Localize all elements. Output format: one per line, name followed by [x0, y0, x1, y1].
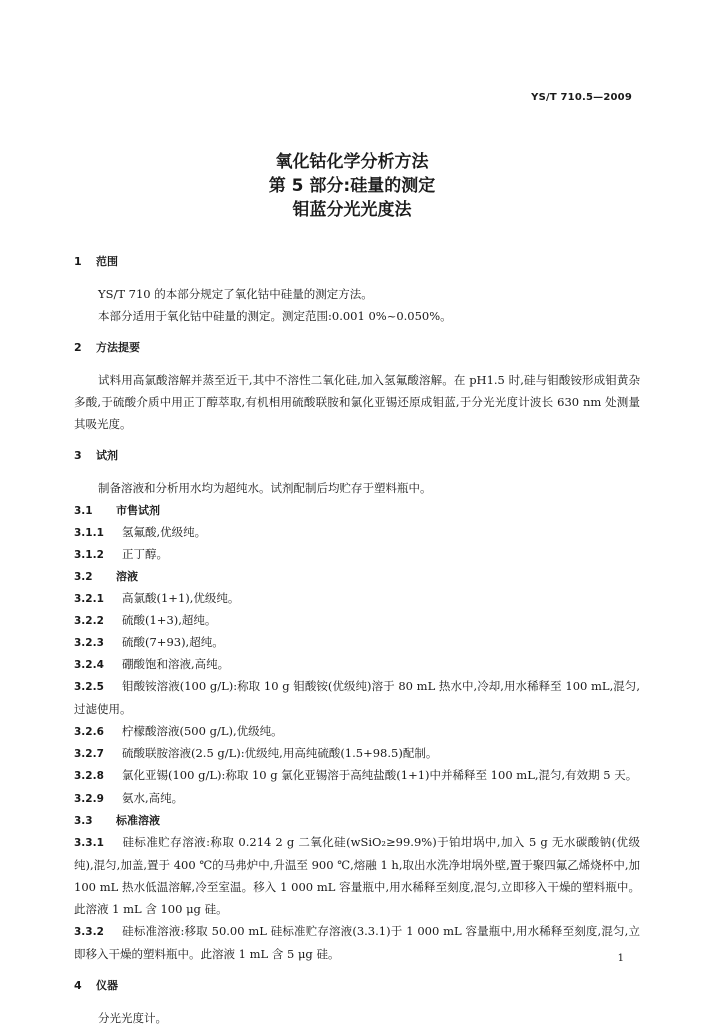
section-number: 2	[74, 341, 82, 354]
clause-number: 3.2.2	[74, 615, 104, 627]
clause-text: 标准溶液	[116, 814, 160, 827]
section-title: 方法提要	[96, 341, 140, 354]
section-4-para-1: 分光光度计。	[98, 1011, 167, 1025]
clause-3-2-8	[74, 764, 640, 787]
section-3-heading	[74, 445, 640, 467]
clause-text: 氯化亚锡(100 g/L):称取 10 g 氯化亚锡溶于高纯盐酸(1+1)中并稀释至 100 mL,混匀,有效期 5 天。	[122, 768, 638, 782]
section-3-para-1: 制备溶液和分析用水均为超纯水。试剂配制后均贮存于塑料瓶中。	[98, 481, 432, 495]
title-line-2: 第 5 部分:硅量的测定	[268, 176, 436, 196]
clause-3-2	[74, 565, 640, 587]
section-2-para-1: 试料用高氯酸溶解并蒸至近干,其中不溶性二氧化硅,加入氢氟酸溶解。在 pH1.5 时,硅与钼酸铵形成钼黄杂多酸,于硫酸介质中用正丁醇萃取,有机相用硫酸联胺和氯化亚锡还原成钼蓝,于分光光度计波长 630 nm 处测量其吸光度。	[74, 373, 640, 431]
clause-text: 高氯酸(1+1),优级纯。	[122, 591, 240, 605]
clause-3-1-2	[74, 543, 640, 565]
section-1-para-2: 本部分适用于氧化钴中硅量的测定。测定范围:0.001 0%~0.050%。	[98, 309, 452, 323]
clause-text: 钼酸铵溶液(100 g/L):称取 10 g 钼酸铵(优级纯)溶于 80 mL 热水中,冷却,用水稀释至 100 mL,混匀,过滤使用。	[74, 679, 640, 716]
clause-3-1	[74, 499, 640, 521]
clause-number: 3.2.6	[74, 726, 104, 738]
section-title: 范围	[96, 255, 118, 268]
clause-text: 硫酸联胺溶液(2.5 g/L):优级纯,用高纯硫酸(1.5+98.5)配制。	[122, 746, 438, 760]
clause-3-2-4	[74, 653, 640, 675]
clause-3-2-6	[74, 720, 640, 742]
clause-3-2-3	[74, 631, 640, 653]
clause-text: 正丁醇。	[122, 547, 168, 561]
clause-3-3-1	[74, 831, 640, 920]
clause-text: 溶液	[116, 570, 138, 583]
clause-number: 3.1	[74, 505, 93, 517]
section-number: 3	[74, 449, 82, 462]
clause-text: 氢氟酸,优级纯。	[122, 525, 207, 539]
standard-code: YS/T 710.5—2009	[531, 92, 632, 103]
clause-text: 氨水,高纯。	[122, 791, 184, 805]
clause-number: 3.3.2	[74, 926, 104, 938]
clause-text: 硫酸(1+3),超纯。	[122, 613, 217, 627]
clause-3-2-5	[74, 675, 640, 720]
section-2-heading	[74, 337, 640, 359]
clause-3-1-1	[74, 521, 640, 543]
clause-3-2-1	[74, 587, 640, 609]
clause-number: 3.3	[74, 815, 93, 827]
document-title	[0, 150, 704, 222]
clause-text: 硫酸(7+93),超纯。	[122, 635, 224, 649]
clause-3-3	[74, 809, 640, 831]
clause-3-2-9	[74, 787, 640, 809]
clause-number: 3.3.1	[74, 837, 104, 849]
clause-text: 市售试剂	[116, 504, 160, 517]
title-line-1: 氧化钴化学分析方法	[275, 152, 429, 172]
clause-number: 3.2.9	[74, 793, 104, 805]
clause-text: 硅标准溶液:移取 50.00 mL 硅标准贮存溶液(3.3.1)于 1 000 mL 容量瓶中,用水稀释至刻度,混匀,立即移入干燥的塑料瓶中。此溶液 1 mL 含 5 μg 硅。	[74, 924, 640, 961]
clause-number: 3.1.1	[74, 527, 104, 539]
clause-number: 3.2.8	[74, 770, 104, 782]
section-1-para-1: YS/T 710 的本部分规定了氧化钴中硅量的测定方法。	[98, 287, 373, 301]
section-title: 试剂	[96, 449, 118, 462]
clause-number: 3.2.1	[74, 593, 104, 605]
clause-text: 硅标准贮存溶液:称取 0.214 2 g 二氧化硅(wSiO₂≥99.9%)于铂坩埚中,加入 5 g 无水碳酸钠(优级纯),混匀,加盖,置于 400 ℃的马弗炉中,升温至 900 ℃,熔融 1 h,取出水洗净坩埚外壁,置于聚四氟乙烯烧杯中,加 100 mL 热水低温溶解,冷至室温。移入 1 000 mL 容量瓶中,用水稀释至刻度,混匀,立即移入干燥的塑料瓶中。此溶液 1 mL 含 100 μg 硅。	[74, 835, 640, 916]
title-line-3: 钼蓝分光光度法	[292, 200, 412, 220]
clause-3-2-7	[74, 742, 640, 764]
clause-text: 柠檬酸溶液(500 g/L),优级纯。	[122, 724, 283, 738]
page-number: 1	[617, 953, 624, 964]
clause-number: 3.2.4	[74, 659, 104, 671]
section-title: 仪器	[96, 979, 118, 992]
clause-number: 3.2.3	[74, 637, 104, 649]
section-number: 1	[74, 255, 82, 268]
clause-number: 3.2.7	[74, 748, 104, 760]
clause-number: 3.1.2	[74, 549, 104, 561]
clause-3-3-2	[74, 920, 640, 965]
section-4-heading	[74, 975, 640, 997]
clause-number: 3.2	[74, 571, 93, 583]
clause-3-2-2	[74, 609, 640, 631]
clause-number: 3.2.5	[74, 681, 104, 693]
document-body	[74, 251, 640, 1029]
section-1-heading	[74, 251, 640, 273]
clause-text: 硼酸饱和溶液,高纯。	[122, 657, 230, 671]
section-number: 4	[74, 979, 82, 992]
